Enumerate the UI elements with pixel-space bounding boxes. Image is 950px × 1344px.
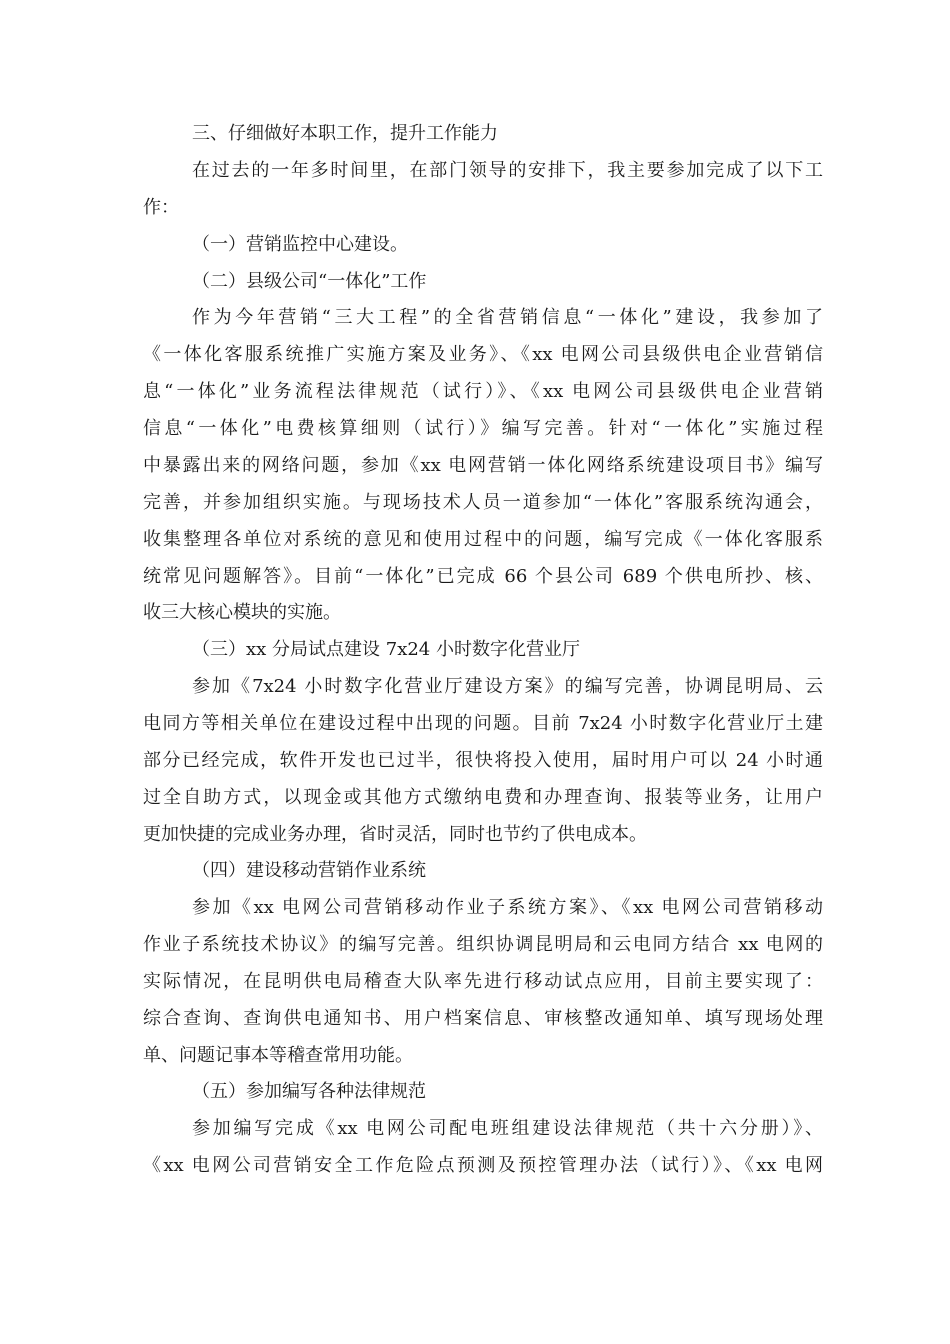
paragraph-line: 综合查询、查询供电通知书、用户档案信息、审核整改通知单、填写现场处理 [143, 1008, 823, 1029]
paragraph-line: 《xx 电网公司营销安全工作危险点预测及预控管理办法（试行）》、《xx 电网 [143, 1155, 823, 1176]
paragraph-line: 参加编写完成《xx 电网公司配电班组建设法律规范（共十六分册）》、 [192, 1118, 823, 1139]
paragraph-line: 过全自助方式，以现金或其他方式缴纳电费和办理查询、报装等业务，让用户 [143, 787, 823, 808]
section-heading: 三、仔细做好本职工作，提升工作能力 [192, 123, 498, 144]
paragraph-line: 在过去的一年多时间里，在部门领导的安排下，我主要参加完成了以下工 [192, 160, 823, 181]
subsection-heading: （三）xx 分局试点建设 7x24 小时数字化营业厅 [192, 639, 580, 660]
paragraph-line: 部分已经完成，软件开发也已过半，很快将投入使用，届时用户可以 24 小时通 [143, 750, 823, 771]
paragraph-line: 作： [143, 197, 179, 218]
subsection-heading: （五）参加编写各种法律规范 [192, 1081, 426, 1102]
paragraph-line: 完善，并参加组织实施。与现场技术人员一道参加“一体化”客服系统沟通会， [143, 492, 823, 513]
paragraph-line: 息“一体化”业务流程法律规范（试行）》、《xx 电网公司县级供电企业营销 [143, 381, 823, 402]
paragraph-line: 电同方等相关单位在建设过程中出现的问题。目前 7x24 小时数字化营业厅土建 [143, 713, 823, 734]
paragraph-line: 更加快捷的完成业务办理，省时灵活，同时也节约了供电成本。 [143, 824, 647, 845]
subsection-heading: （二）县级公司“一体化”工作 [192, 271, 427, 292]
paragraph-line: 单、问题记事本等稽查常用功能。 [143, 1045, 413, 1066]
paragraph-line: 收集整理各单位对系统的意见和使用过程中的问题，编写完成《一体化客服系 [143, 529, 823, 550]
paragraph-line: 《一体化客服系统推广实施方案及业务》、《xx 电网公司县级供电企业营销信 [143, 344, 823, 365]
paragraph-line: 参加《7x24 小时数字化营业厅建设方案》的编写完善，协调昆明局、云 [192, 676, 823, 697]
paragraph-line: 参加《xx 电网公司营销移动作业子系统方案》、《xx 电网公司营销移动 [192, 897, 823, 918]
subsection-heading: （一）营销监控中心建设。 [192, 234, 408, 255]
paragraph-line: 作业子系统技术协议》的编写完善。组织协调昆明局和云电同方结合 xx 电网的 [143, 934, 823, 955]
paragraph-line: 中暴露出来的网络问题，参加《xx 电网营销一体化网络系统建设项目书》编写 [143, 455, 823, 476]
paragraph-line: 作为今年营销“三大工程”的全省营销信息“一体化”建设，我参加了 [192, 307, 823, 328]
paragraph-line: 信息“一体化”电费核算细则（试行）》编写完善。针对“一体化”实施过程 [143, 418, 823, 439]
paragraph-line: 收三大核心模块的实施。 [143, 602, 341, 623]
paragraph-line: 统常见问题解答》。目前“一体化”已完成 66 个县公司 689 个供电所抄、核、 [143, 566, 823, 587]
paragraph-line: 实际情况，在昆明供电局稽查大队率先进行移动试点应用，目前主要实现了： [143, 971, 823, 992]
subsection-heading: （四）建设移动营销作业系统 [192, 860, 426, 881]
